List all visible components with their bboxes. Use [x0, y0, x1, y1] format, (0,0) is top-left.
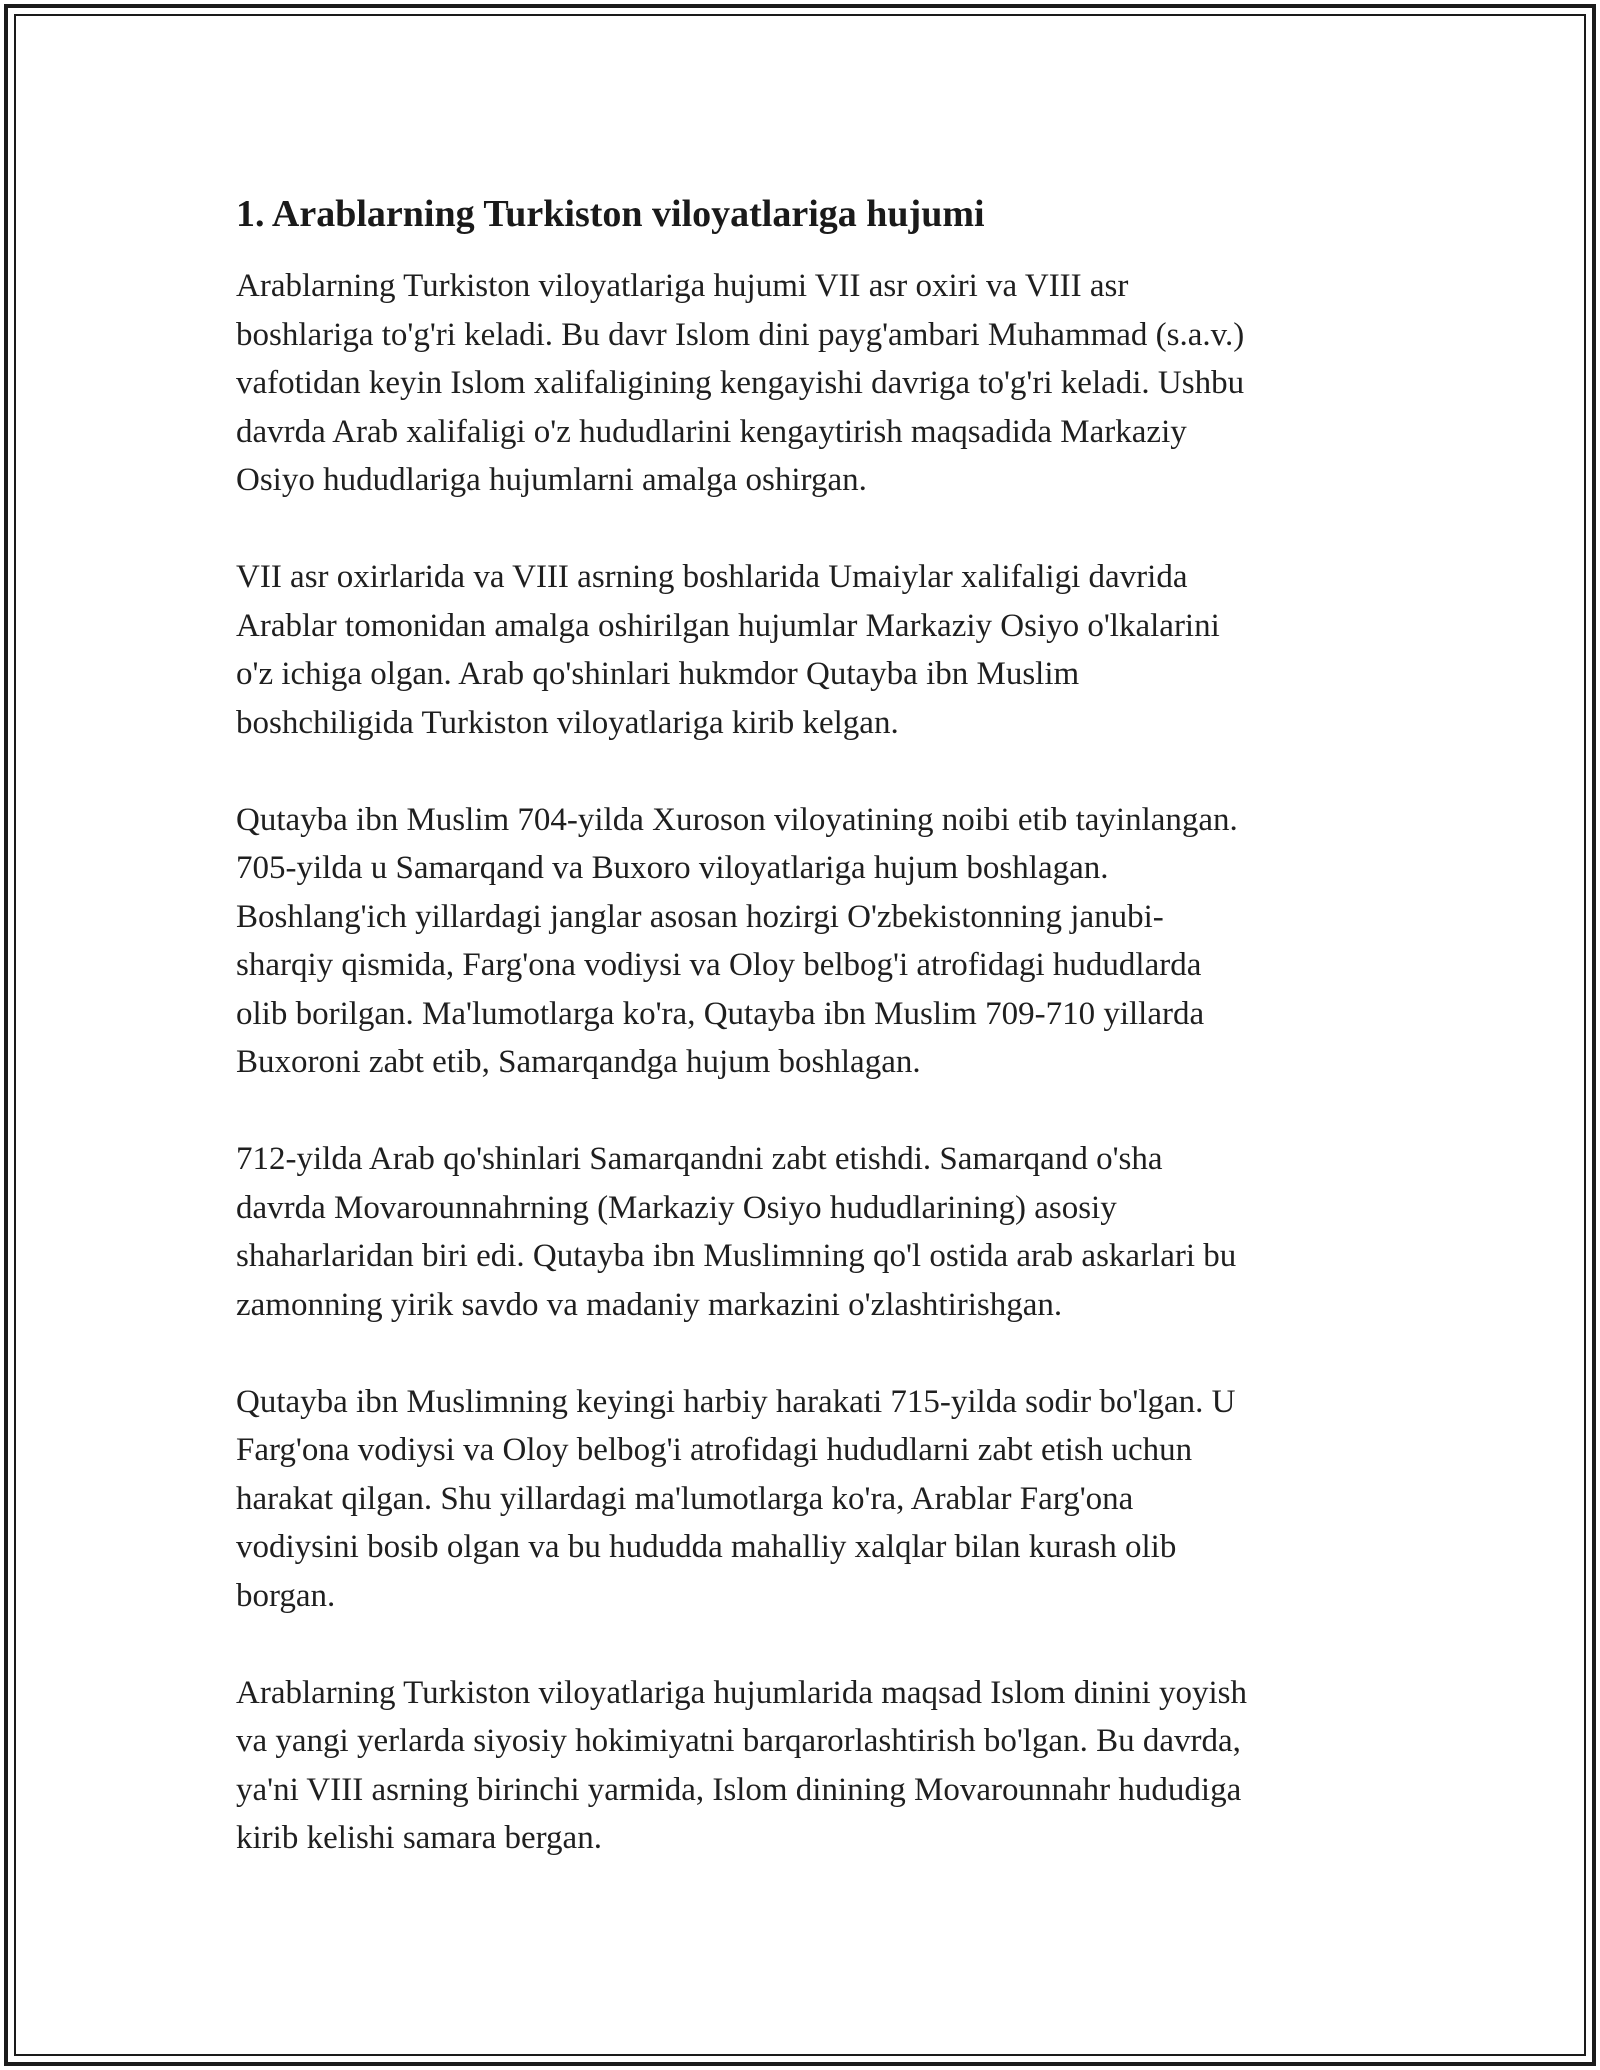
text-line: vodiysini bosib olgan va bu hududda mahalliy xalqlar bilan kurash olib	[236, 1529, 1177, 1565]
text-line: harakat qilgan. Shu yillardagi ma'lumotlarga ko'ra, Arablar Farg'ona	[236, 1480, 1134, 1517]
text-line: shaharlaridan biri edi. Qutayba ibn Muslimning qo'l ostida arab askarlari bu	[236, 1238, 1237, 1274]
text-line: 705-yilda u Samarqand va Buxoro viloyatlariga hujum boshlagan.	[236, 850, 1109, 886]
text-line: davrda Arab xalifaligi o'z hududlarini kengaytirish maqsadida Markaziy	[236, 413, 1187, 450]
text-line: Qutayba ibn Muslimning keyingi harbiy harakati 715-yilda sodir bo'lgan. U	[236, 1383, 1236, 1420]
paragraph-6	[236, 1669, 1366, 1863]
text-line: vafotidan keyin Islom xalifaligining kengayishi davriga to'g'ri keladi. Ushbu	[236, 365, 1245, 401]
text-line: o'z ichiga olgan. Arab qo'shinlari hukmdor Qutayba ibn Muslim	[236, 656, 1080, 692]
text-line: Farg'ona vodiysi va Oloy belbog'i atrofidagi hududlarni zabt etish uchun	[236, 1432, 1193, 1468]
document-title: 1. Arablarning Turkiston viloyatlariga hujumi	[236, 193, 985, 235]
text-line: Osiyo hududlariga hujumlarni amalga oshirgan.	[236, 462, 867, 498]
text-line: 712-yilda Arab qo'shinlari Samarqandni zabt etishdi. Samarqand o'sha	[236, 1141, 1163, 1177]
text-line: Qutayba ibn Muslim 704-yilda Xuroson viloyatining noibi etib tayinlangan.	[236, 801, 1238, 838]
text-line: borgan.	[236, 1577, 336, 1614]
text-line: kirib kelishi samara bergan.	[236, 1820, 602, 1856]
text-line: zamonning yirik savdo va madaniy markazini o'zlashtirishgan.	[236, 1286, 1063, 1323]
text-line: Buxoroni zabt etib, Samarqandga hujum boshlagan.	[236, 1044, 921, 1080]
text-line: davrda Movarounnahrning (Markaziy Osiyo hududlarining) asosiy	[236, 1189, 1117, 1226]
text-line: olib borilgan. Ma'lumotlarga ko'ra, Qutayba ibn Muslim 709-710 yillarda	[236, 995, 1205, 1032]
paragraph-5	[236, 1378, 1366, 1621]
text-line: Arablar tomonidan amalga oshirilgan hujumlar Markaziy Osiyo o'lkalarini	[236, 607, 1220, 644]
text-line: ya'ni VIII asrning birinchi yarmida, Islom dinining Movarounnahr hududiga	[236, 1771, 1242, 1808]
paragraph-4	[236, 1135, 1366, 1329]
paragraph-3	[236, 796, 1366, 1087]
text-line: Arablarning Turkiston viloyatlariga hujumlarida maqsad Islom dinini yoyish	[236, 1674, 1247, 1711]
text-line: Arablarning Turkiston viloyatlariga hujumi VII asr oxiri va VIII asr	[236, 268, 1129, 304]
text-line: Boshlang'ich yillardagi janglar asosan hozirgi O'zbekistonning janubi-	[236, 898, 1164, 935]
text-line: boshlariga to'g'ri keladi. Bu davr Islom dini payg'ambari Muhammad (s.a.v.)	[236, 316, 1245, 353]
text-line: sharqiy qismida, Farg'ona vodiysi va Oloy belbog'i atrofidagi hududlarda	[236, 947, 1202, 983]
text-line: boshchiligida Turkiston viloyatlariga kirib kelgan.	[236, 704, 899, 741]
text-line: VII asr oxirlarida va VIII asrning boshlarida Umaiylar xalifaligi davrida	[236, 559, 1188, 595]
document-body	[236, 188, 1366, 1911]
paragraph-2	[236, 553, 1366, 747]
paragraph-1	[236, 262, 1366, 505]
text-line: va yangi yerlarda siyosiy hokimiyatni barqarorlashtirish bo'lgan. Bu davrda,	[236, 1723, 1241, 1759]
